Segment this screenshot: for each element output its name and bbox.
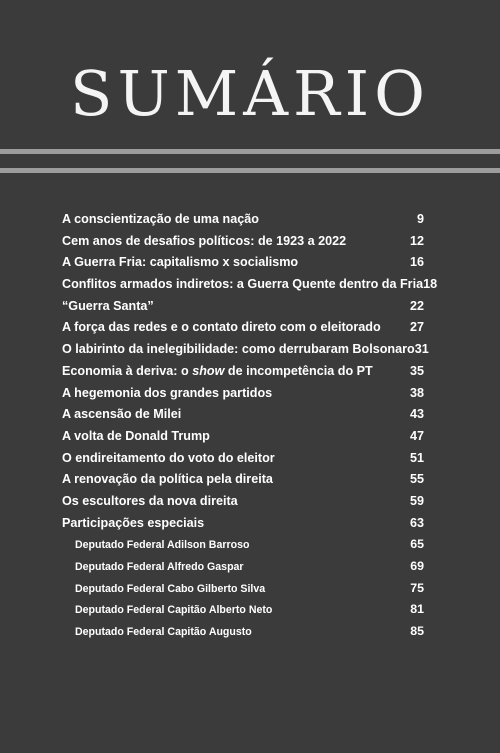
toc-entry-label: Conflitos armados indiretos: a Guerra Quente dentro da Fria (62, 277, 424, 292)
toc-entry-label-part: Economia à deriva: o (62, 363, 193, 378)
toc-entry-label: O labirinto da inelegibilidade: como derrubaram Bolsonaro (62, 342, 415, 357)
toc-subentry-label: Deputado Federal Capitão Alberto Neto (75, 604, 273, 617)
toc-entry-page: 18 (423, 277, 438, 292)
toc-subentry-page: 65 (410, 537, 424, 552)
table-of-contents (62, 212, 438, 646)
toc-entry[interactable] (62, 277, 438, 299)
toc-subentry-page: 81 (410, 602, 424, 617)
toc-entry-label: A Guerra Fria: capitalismo x socialismo (62, 255, 299, 270)
toc-entry-label: A força das redes e o contato direto com o eleitorado (62, 320, 381, 335)
toc-entry-page: 31 (414, 342, 429, 357)
toc-subentry-page: 85 (410, 624, 424, 639)
toc-entry[interactable] (62, 407, 424, 429)
toc-entry-label: A ascensão de Milei (62, 407, 182, 422)
toc-entry-page: 55 (409, 472, 424, 487)
toc-subentry-label: Deputado Federal Capitão Augusto (75, 626, 252, 639)
toc-entry[interactable] (62, 212, 424, 234)
toc-entry[interactable] (62, 299, 424, 321)
toc-entry-label: O endireitamento do voto do eleitor (62, 450, 275, 465)
toc-entry[interactable] (62, 451, 424, 473)
title-rule-top (0, 149, 500, 154)
toc-subentry[interactable] (62, 602, 424, 624)
toc-entry-page: 35 (409, 363, 424, 378)
toc-entry-page: 51 (409, 450, 424, 465)
toc-entry[interactable] (62, 386, 424, 408)
toc-subentry[interactable] (62, 581, 424, 603)
toc-entry-label: A renovação da política pela direita (62, 472, 273, 487)
toc-subentry-page: 75 (410, 580, 424, 595)
toc-entry-page: 27 (409, 320, 424, 335)
toc-entry[interactable] (62, 320, 424, 342)
toc-subentry-page: 69 (410, 559, 424, 573)
toc-entry-label: A conscientização de uma nação (62, 212, 259, 226)
toc-entry-page: 63 (409, 515, 424, 530)
toc-entry-label (62, 364, 373, 378)
toc-entry[interactable] (62, 516, 424, 538)
toc-entry-page: 22 (409, 298, 424, 313)
title-rule-bottom (0, 168, 500, 173)
toc-entry-label: Cem anos de desafios políticos: de 1923 a 2022 (62, 233, 347, 248)
toc-subentry[interactable] (62, 624, 424, 646)
toc-entry[interactable] (62, 494, 424, 516)
toc-entry[interactable] (62, 234, 424, 256)
toc-subentry-label: Deputado Federal Adilson Barroso (75, 539, 250, 552)
toc-entry[interactable] (62, 255, 424, 277)
toc-entry-page: 59 (409, 493, 424, 508)
toc-entry-label: Participações especiais (62, 515, 205, 530)
toc-entry-label: Os escultores da nova direita (62, 493, 238, 508)
toc-entry-page: 43 (409, 407, 424, 422)
toc-entry[interactable] (62, 342, 429, 364)
toc-entry-label: A volta de Donald Trump (62, 428, 210, 443)
toc-entry-page: 47 (409, 428, 424, 443)
toc-entry-page: 12 (409, 233, 424, 248)
toc-entry-label: A hegemonia dos grandes partidos (62, 385, 273, 400)
toc-subentry-label: Deputado Federal Alfredo Gaspar (75, 561, 244, 573)
toc-subentry[interactable] (62, 559, 424, 581)
toc-entry-label: “Guerra Santa” (62, 298, 154, 313)
toc-subentry-label: Deputado Federal Cabo Gilberto Silva (75, 582, 266, 595)
toc-entry[interactable] (62, 472, 424, 494)
toc-entry-label-part: de incompetência do PT (224, 363, 373, 378)
toc-subentry[interactable] (62, 537, 424, 559)
toc-entry-page: 16 (409, 255, 424, 270)
toc-entry[interactable] (62, 429, 424, 451)
page-title: SUMÁRIO (70, 57, 430, 130)
toc-entry[interactable] (62, 364, 424, 386)
toc-entry-label-italic: show (192, 363, 225, 378)
toc-entry-page: 9 (416, 212, 424, 226)
toc-entry-page: 38 (409, 385, 424, 400)
